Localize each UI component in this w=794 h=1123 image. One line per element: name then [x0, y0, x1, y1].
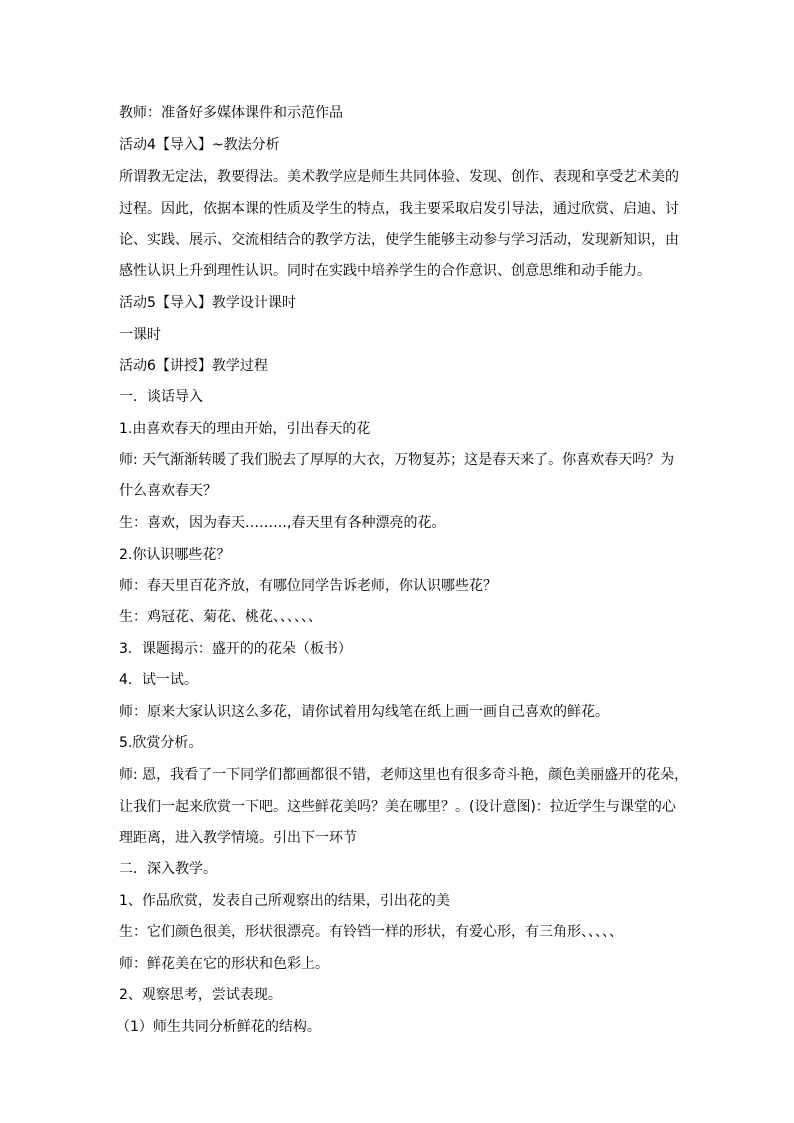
text-line-24: 理距离，进入教学情境。引出下一环节: [119, 830, 357, 846]
text-line-9: 活动6【讲授】教学过程: [119, 358, 268, 374]
text-line-20: 师：原来大家认识这么多花，请你试着用勾线笔在纸上画一画自己喜欢的鲜花。: [119, 704, 609, 720]
text-line-27: 生：它们颜色很美，形状很漂亮。有铃铛一样的形状，有爱心形，有三角形、、、、、: [119, 924, 623, 940]
text-line-7: 活动5【导入】教学设计课时: [119, 295, 296, 311]
text-line-14: 生：喜欢，因为春天………,春天里有各种漂亮的花。: [119, 515, 446, 531]
text-line-22: 师: 恩，我看了一下同学们都画都很不错，老师这里也有很多奇斗艳，颜色美丽盛开的花朵，: [119, 767, 689, 783]
text-line-1: 教师：准备好多媒体课件和示范作品: [119, 105, 343, 121]
text-line-2: 活动4【导入】~教法分析: [119, 137, 280, 153]
text-line-13: 什么喜欢春天？: [119, 483, 217, 499]
text-line-29: 2、观察思考，尝试表现。: [119, 987, 282, 1003]
text-line-21: 5.欣赏分析。: [119, 735, 203, 751]
text-line-25: 二．深入教学。: [119, 861, 217, 877]
text-line-8: 一课时: [119, 327, 161, 343]
text-line-11: 1.由喜欢春天的理由开始，引出春天的花: [119, 421, 371, 437]
text-line-10: 一．谈话导入: [119, 389, 203, 405]
text-line-6: 感性认识上升到理性认识。同时在实践中培养学生的合作意识、创意思维和动手能力。: [119, 263, 651, 279]
text-line-23: 让我们一起来欣赏一下吧。这些鲜花美吗？美在哪里？。(设计意图)：拉近学生与课堂的心: [119, 799, 676, 815]
text-line-16: 师：春天里百花齐放，有哪位同学告诉老师，你认识哪些花？: [119, 578, 497, 594]
text-line-12: 师: 天气渐渐转暖了我们脱去了厚厚的大衣，万物复苏；这是春天来了。你喜欢春天吗？为: [119, 452, 675, 468]
text-line-26: 1、作品欣赏，发表自己所观察出的结果，引出花的美: [119, 893, 450, 909]
text-line-4: 过程。因此，依据本课的性质及学生的特点，我主要采取启发引导法，通过欣赏、启迪、讨: [119, 201, 679, 217]
text-line-30: （1）师生共同分析鲜花的结构。: [116, 1019, 321, 1035]
text-line-19: 4．试一试。: [119, 672, 198, 688]
text-line-17: 生：鸡冠花、菊花、桃花、、、、、、: [119, 609, 322, 625]
text-line-3: 所谓教无定法，教要得法。美术教学应是师生共同体验、发现、创作、表现和享受艺术美的: [119, 169, 679, 185]
text-line-18: 3．课题揭示：盛开的的花朵（板书）: [119, 641, 352, 657]
text-line-5: 论、实践、展示、交流相结合的教学方法，使学生能够主动参与学习活动，发现新知识，由: [119, 232, 679, 248]
text-line-28: 师：鲜花美在它的形状和色彩上。: [119, 956, 329, 972]
text-line-15: 2.你认识哪些花？: [119, 547, 231, 563]
